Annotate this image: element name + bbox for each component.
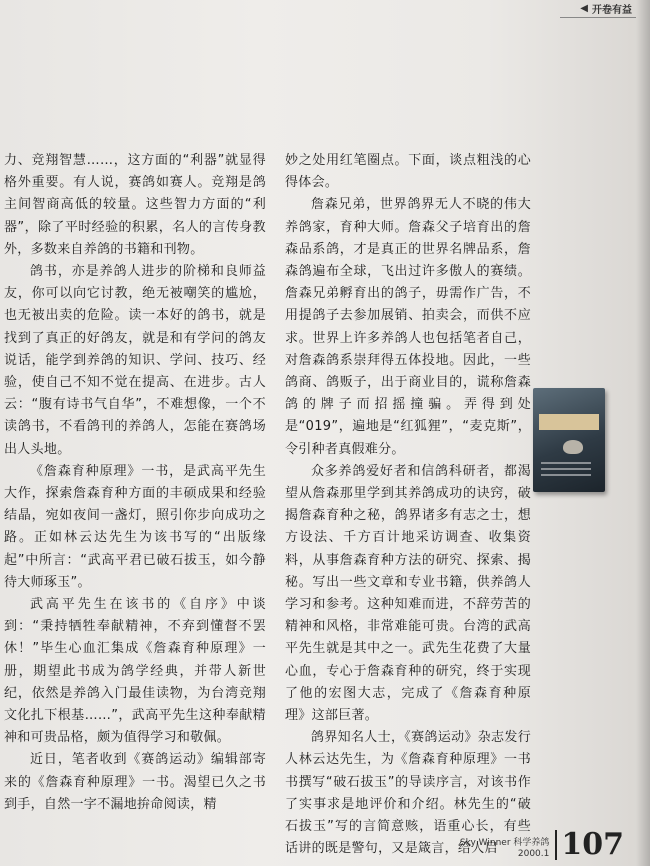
section-tag: 开卷有益 (592, 4, 632, 16)
journal-name: Sky Winner 科学养鸽 (459, 838, 550, 848)
paragraph: 众多养鸽爱好者和信鸽科研者，都渴望从詹森那里学到其养鸽成功的诀窍，破揭詹森育种之秘，鸽界诸多有志之士，想方设法、千方百计地采访调查、收集资料，从事詹森育种方法的研究、探索、揭秘。写出一些文章和专业书籍，供养鸽人学习和参考。这种知难而进，不辞劳苦的精神和风格，非常难能可贵。台湾的武高平先生就是其中之一。武先生花费了大量心血，专心于詹森育种的研究，终于实现了他的宏图大志，完成了《詹森育种原理》这部巨著。 (285, 463, 531, 724)
paragraph: 詹森兄弟，世界鸽界无人不晓的伟大养鸽家，育种大师。詹森父子培育出的詹森品系鸽，才是真正的世界名牌品系，詹森鸽遍布全球，飞出过许多傲人的赛绩。詹森兄弟孵育出的鸽子，毋需作广告，不用提鸽子去参加展销、拍卖会，而供不应求。世界上许多养鸽人也包括笔者自己，对詹森鸽系崇拜得五体投地。因此，一些鸽商、鸽贩子，出于商业目的，谎称詹森鸽的牌子而招摇撞骗。弄得到处是“019”，遍地是“红狐狸”，“麦克斯”，令引种者真假难分。 (285, 197, 531, 457)
paragraph: 力、竞翔智慧……，这方面的“利器”就显得格外重要。有人说，赛鸽如赛人。竞翔是鸽主间智商高低的较量。这些智力方面的“利器”，除了平时经验的积累，名人的言传身教外，多数来自养鸽的书籍和刊物。 (4, 153, 266, 257)
book-spine-lines (541, 462, 591, 464)
journal-info (460, 838, 550, 860)
spine-shadow (636, 0, 650, 866)
right-column (285, 150, 531, 861)
paragraph: 鸽书，亦是养鸽人进步的阶梯和良师益友，你可以向它讨教，绝无被嘲笑的尴尬，也无被出卖的危险。读一本好的鸽书，就是找到了真正的好鸽友，就是和有学问的鸽友说话，能学到养鸽的知识、学问、技巧、经验，使自己不知不觉在提高、在进步。古人云：“腹有诗书气自华”，不难想像，一个不读鸽书，不看鸽刊的养鸽人，怎能在赛鸽场出人头地。 (4, 264, 266, 457)
page-number: 107 (555, 830, 624, 860)
paragraph: 武高平先生在该书的《自序》中谈到：“秉持牺牲奉献精神，不弃到懂督不罢休！”毕生心血汇集成《詹森育种原理》一册，期望此书成为鸽学经典，并带人新世纪，依然是养鸽入门最佳读物，为台湾竞翔文化扎下根基……”，武高平先生这种奉献精神和可贵品格，颇为值得学习和敬佩。 (4, 597, 266, 746)
arrow-icon: ◀ (580, 2, 588, 14)
paragraph: 妙之处用红笔圈点。下面，谈点粗浅的心得体会。 (285, 153, 531, 191)
left-column (4, 150, 266, 816)
issue-number: 2000.1 (517, 849, 550, 859)
section-header (560, 0, 636, 18)
book-cover-image (533, 388, 605, 492)
book-title-band (539, 414, 599, 430)
paragraph: 近日，笔者收到《赛鸽运动》编辑部寄来的《詹森育种原理》一书。渴望已久之书到手，自然一字不漏地拚命阅读，精 (4, 752, 266, 812)
paragraph: 《詹森育种原理》一书，是武高平先生大作，探索詹森育种方面的丰硕成果和经验结晶，宛如夜间一盏灯，照引你步向成功之路。正如林云达先生为该书写的“出版缘起”中所言：“武高平君已破石拔玉，如今静待大师琢玉”。 (4, 463, 266, 590)
page-footer (459, 827, 624, 862)
paragraph: 鸽界知名人士，《赛鸽运动》杂志发行人林云达先生，为《詹森育种原理》一书书撰写“破石拔玉”的导读序言，对该书作了实事求是地评价和介绍。林先生的“破石拔玉”写的言简意赅，语重心长，有些话讲的既是警句，又是箴言，给人启 (285, 730, 531, 857)
pigeon-illustration (563, 440, 583, 454)
